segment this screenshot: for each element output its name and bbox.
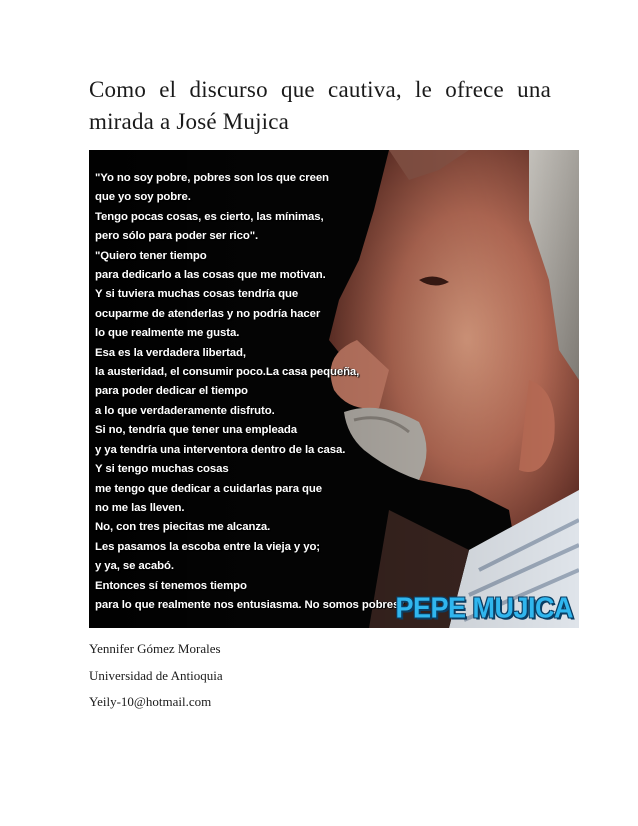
quote-line: Tengo pocas cosas, es cierto, las mínimas, [95,210,324,223]
quote-line: y ya tendría una interventora dentro de la casa. [95,443,346,456]
quote-line: ocuparme de atenderlas y no podría hacer [95,307,321,320]
quote-line: lo que realmente me gusta. [95,327,240,340]
quote-line: "Yo no soy pobre, pobres son los que creen [95,172,329,184]
quote-line: para dedicarlo a las cosas que me motivan. [95,269,326,282]
quote-line: Esa es la verdadera libertad, [95,346,246,359]
institution-name: Universidad de Antioquia [89,668,223,683]
quote-line: me tengo que dedicar a cuidarlas para que [95,482,322,495]
quote-line: la austeridad, el consumir poco.La casa pequeña, [95,366,360,379]
quote-line: Les pasamos la escoba entre la vieja y yo; [95,540,320,553]
quote-line: Entonces sí tenemos tiempo [95,579,247,592]
author-email: Yeily-10@hotmail.com [89,694,212,709]
quote-line: Y si tuviera muchas cosas tendría que [95,288,299,301]
quote-line: No, con tres piecitas me alcanza. [95,521,271,534]
quote-line: a lo que verdaderamente disfruto. [95,404,275,417]
quote-line: "Quiero tener tiempo [95,249,207,262]
quote-line: pero sólo para poder ser rico". [95,230,259,243]
quote-poster-image [89,150,579,628]
quote-text [95,169,425,615]
document-title: Como el discurso que cautiva, le ofrece una mirada a José Mujica [89,77,551,134]
quote-line: que yo soy pobre. [95,191,191,204]
author-name: Yennifer Gómez Morales [89,641,221,656]
quote-line: Y si tengo muchas cosas [95,463,229,476]
quote-line: no me las lleven. [95,501,185,514]
quote-line: para lo que realmente nos entusiasma. No somos pobres". [95,598,408,611]
quote-line: para poder dedicar el tiempo [95,385,248,398]
quote-line: y ya, se acabó. [95,560,174,573]
pepe-mujica-wordmark: PEPE MUJICA [395,592,573,624]
quote-line: Si no, tendría que tener una empleada [95,424,298,437]
